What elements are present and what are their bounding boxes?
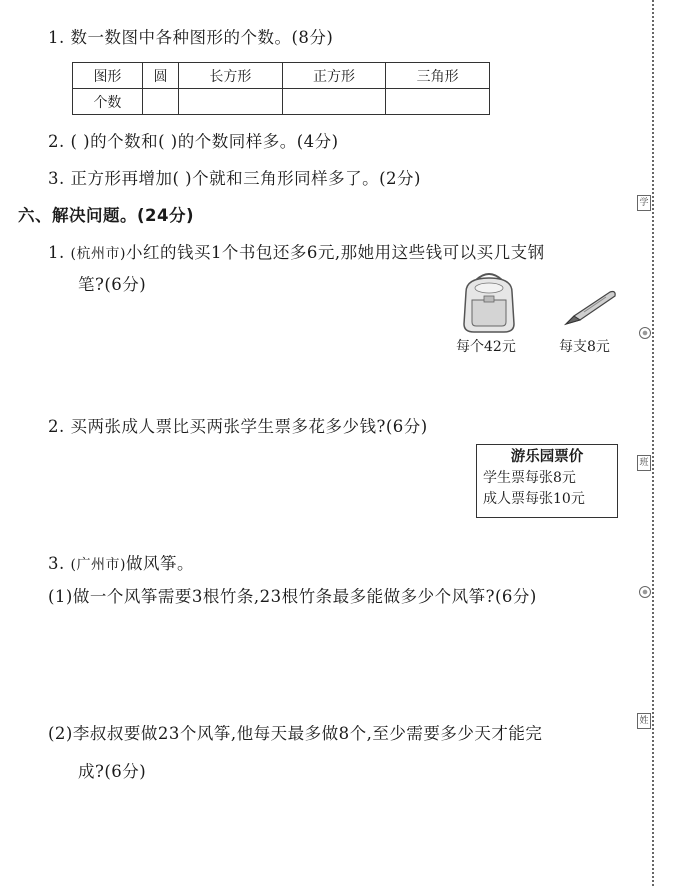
answer-cell[interactable] [386, 89, 490, 115]
problem-3-part2-line1: (2)李叔叔要做23个风筝,他每天最多做8个,至少需要多少天才能完 [48, 724, 543, 743]
table-cell: 个数 [73, 89, 143, 115]
answer-cell[interactable] [282, 89, 386, 115]
question-1: 1. 数一数图中各种图形的个数。(8分) [48, 28, 334, 47]
city-tag: (杭州市) [70, 246, 126, 262]
answer-cell[interactable] [179, 89, 283, 115]
problem-3-part1: (1)做一个风筝需要3根竹条,23根竹条最多能做多少个风筝?(6分) [48, 587, 537, 606]
table-row [73, 89, 490, 115]
pen-price: 每支8元 [559, 339, 610, 355]
table-cell: 圆 [142, 63, 178, 89]
table-row [73, 63, 490, 89]
problem-number: 3. [48, 554, 71, 573]
problem-1-line2: 笔?(6分) [78, 275, 147, 294]
problem-text: 小红的钱买1个书包还多6元,那她用这些钱可以买几支钢 [125, 243, 545, 262]
problem-number: 1. [48, 243, 71, 262]
answer-cell[interactable] [142, 89, 178, 115]
shape-count-table [72, 62, 490, 115]
table-cell: 三角形 [386, 63, 490, 89]
problem-3-part2-line2: 成?(6分) [78, 762, 147, 781]
margin-tag: 学 [637, 195, 651, 211]
pen-icon [560, 288, 620, 328]
problem-text: 做风筝。 [125, 554, 194, 573]
problem-1-line1 [48, 239, 545, 263]
problem-3-title [48, 550, 194, 574]
question-2: 2. ( )的个数和( )的个数同样多。(4分) [48, 132, 339, 151]
section-6-title: 六、解决问题。(24分) [18, 206, 195, 225]
binding-line [652, 0, 654, 886]
binding-hole-icon [639, 586, 651, 598]
question-3: 3. 正方形再增加( )个就和三角形同样多了。(2分) [48, 169, 421, 188]
student-ticket-price: 学生票每张8元 [483, 470, 576, 486]
ticket-box-title: 游乐园票价 [510, 449, 584, 465]
table-cell: 正方形 [282, 63, 386, 89]
ticket-price-box [476, 444, 618, 518]
problem-2: 2. 买两张成人票比买两张学生票多花多少钱?(6分) [48, 417, 428, 436]
city-tag: (广州市) [70, 557, 126, 573]
margin-tag: 班 [637, 455, 651, 471]
margin-tag: 姓 [637, 713, 651, 729]
table-cell: 图形 [73, 63, 143, 89]
backpack-icon [458, 270, 520, 334]
table-cell: 长方形 [179, 63, 283, 89]
adult-ticket-price: 成人票每张10元 [483, 491, 585, 507]
binding-hole-icon [639, 327, 651, 339]
backpack-price: 每个42元 [456, 339, 516, 355]
